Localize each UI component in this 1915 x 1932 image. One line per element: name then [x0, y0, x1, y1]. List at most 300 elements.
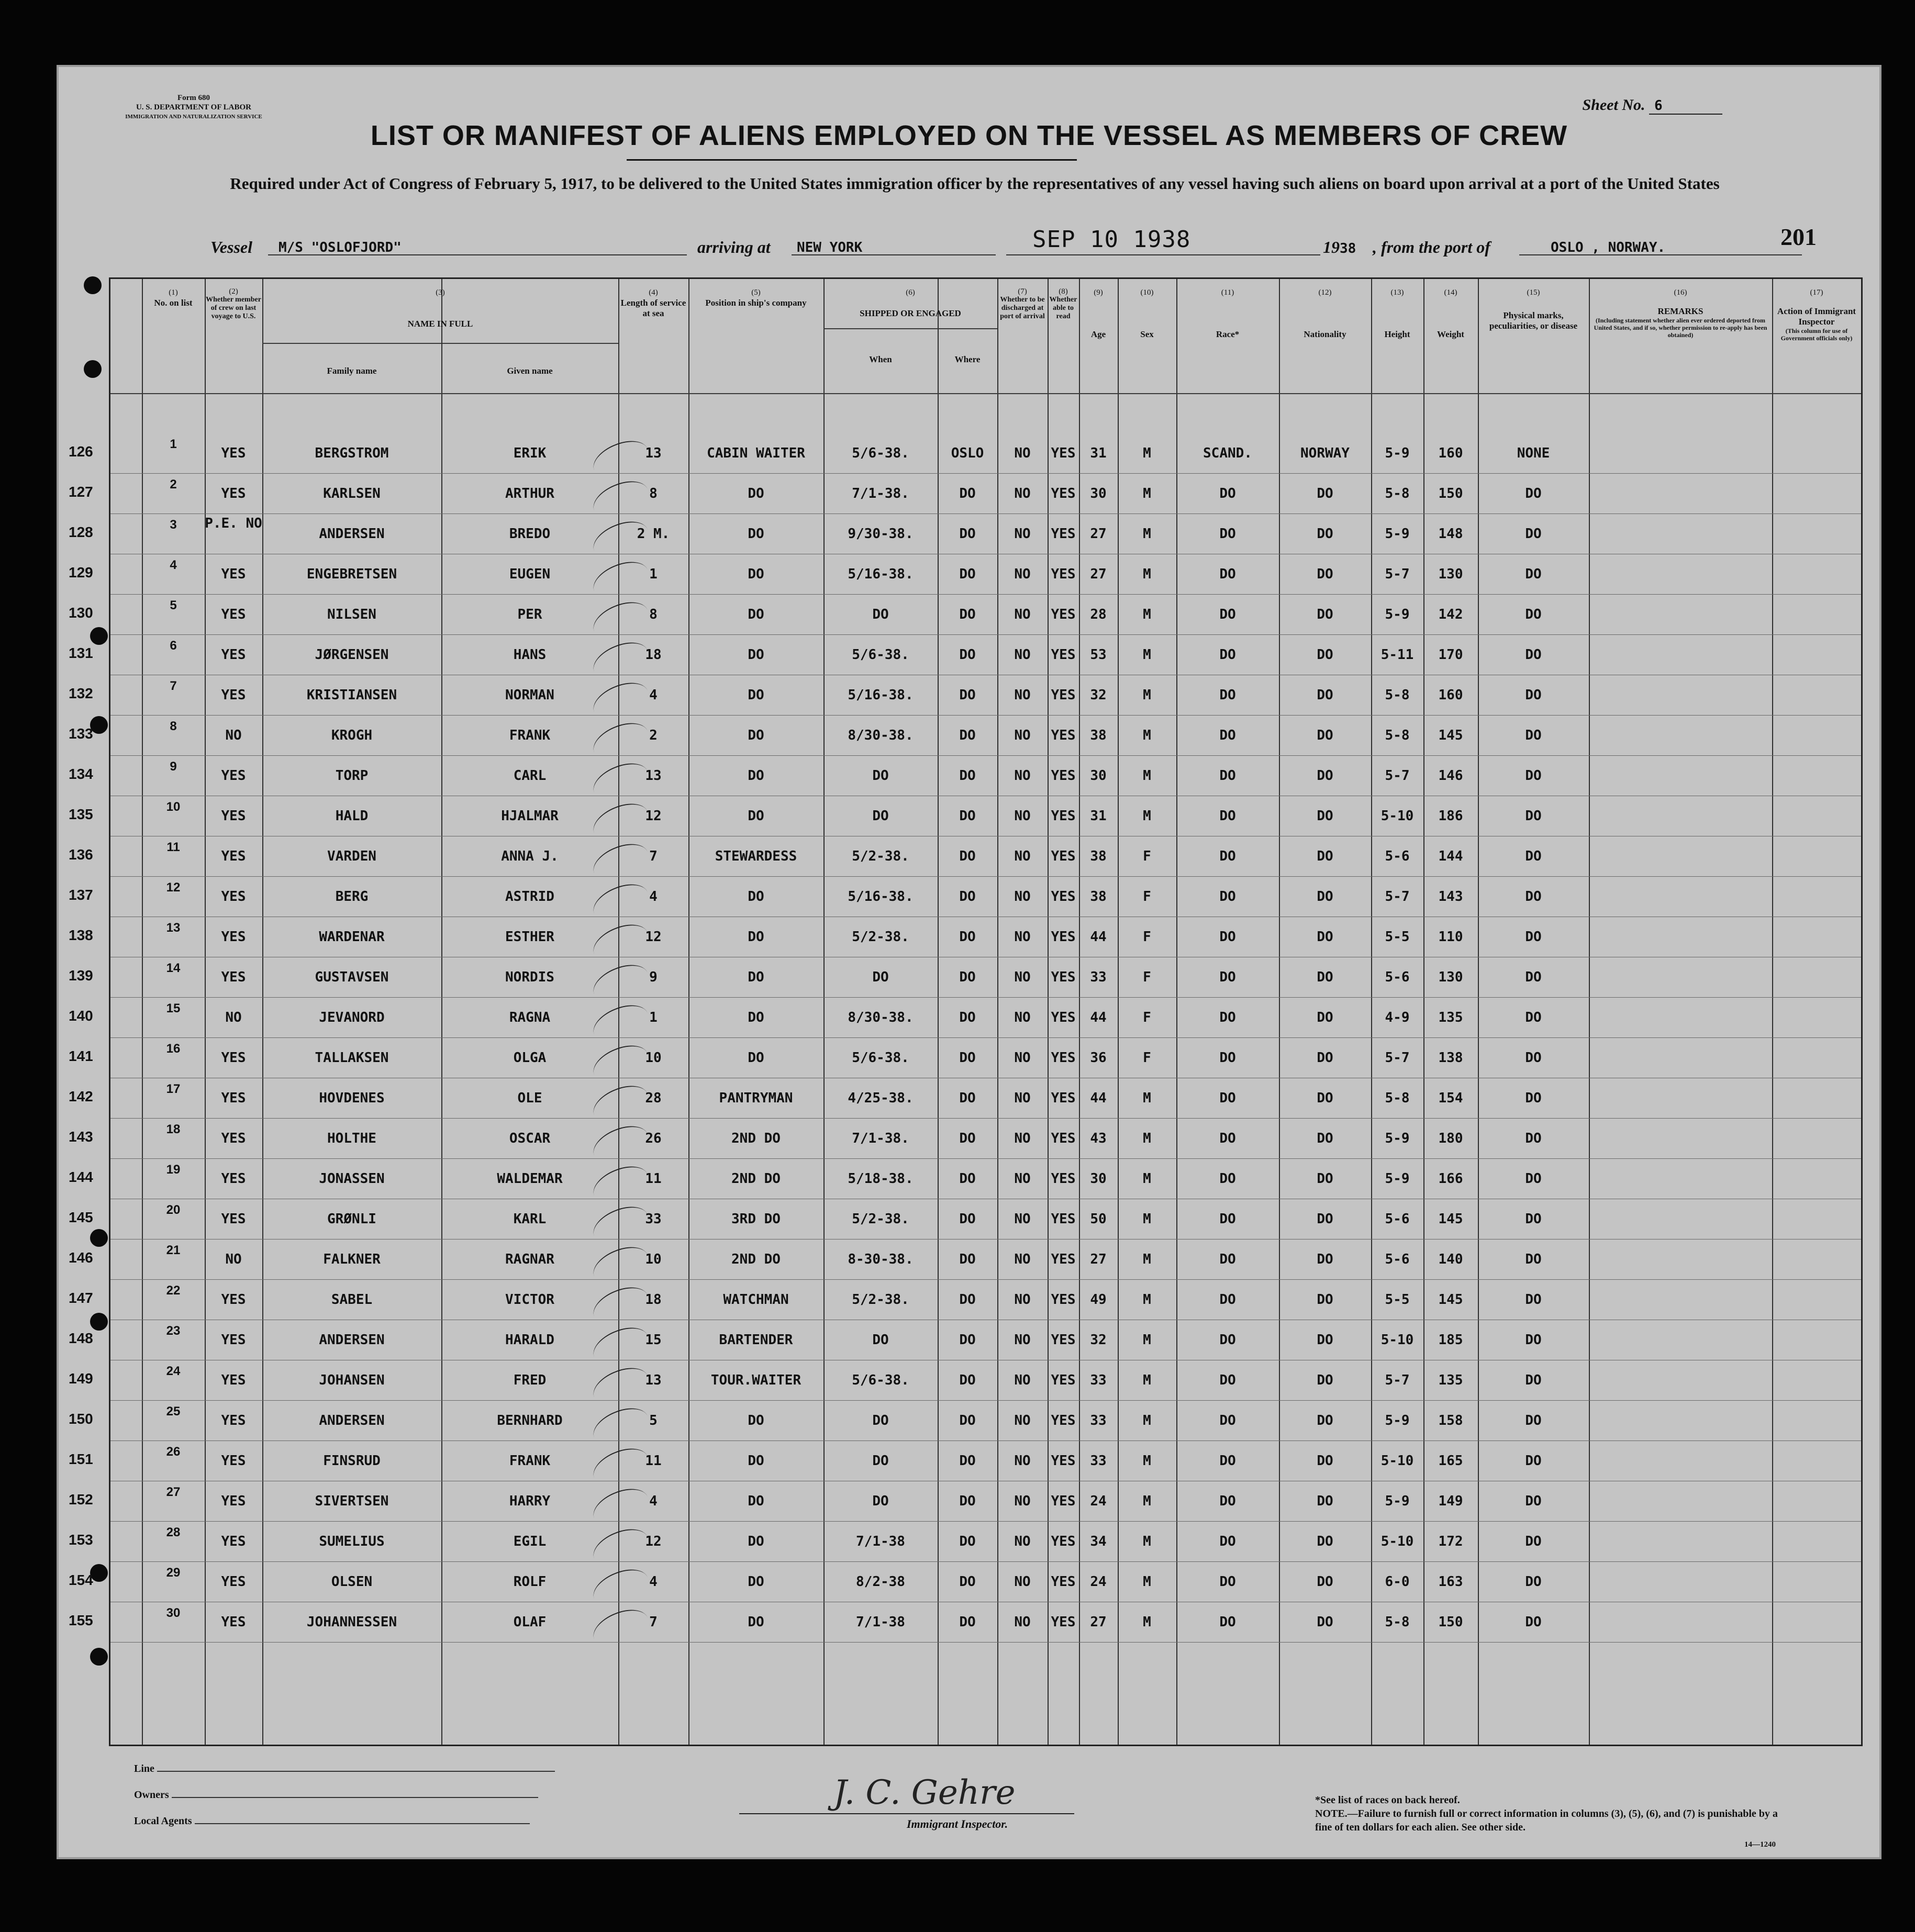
cell-weight: 135 — [1438, 1010, 1463, 1025]
cell-sex: M — [1143, 526, 1151, 542]
cell-race: DO — [1219, 969, 1236, 985]
cell-service: 11 — [645, 1453, 662, 1469]
line-number: 150 — [69, 1411, 93, 1427]
cell-height: 5-11 — [1380, 647, 1414, 663]
cell-nat: DO — [1317, 929, 1333, 945]
line-number: 136 — [69, 846, 93, 863]
cell-age: 27 — [1090, 526, 1107, 542]
cell-position: DO — [748, 889, 764, 904]
cell-age: 49 — [1090, 1292, 1107, 1308]
cell-disch: NO — [1014, 1050, 1031, 1066]
cell-given: FRANK — [509, 728, 551, 743]
cell-position: 3RD DO — [731, 1211, 781, 1227]
cell-read: YES — [1051, 728, 1076, 743]
cell-disch: NO — [1014, 1171, 1031, 1187]
cell-given: RAGNA — [509, 1010, 551, 1025]
cell-given: HARRY — [509, 1493, 551, 1509]
cell-read: YES — [1051, 687, 1076, 703]
cell-position: TOUR.WAITER — [710, 1372, 801, 1388]
cell-read: YES — [1051, 1453, 1076, 1469]
header-position: (5) Position in ship's company — [705, 288, 807, 308]
cell-marks: DO — [1525, 1252, 1542, 1267]
cell-given: FRANK — [509, 1453, 551, 1469]
cell-weight: 142 — [1438, 607, 1463, 622]
cell-age: 44 — [1090, 1090, 1107, 1106]
cell-no: 4 — [170, 558, 177, 572]
cell-where: DO — [959, 647, 976, 663]
cell-nat: DO — [1317, 969, 1333, 985]
cell-age: 36 — [1090, 1050, 1107, 1066]
cell-prev: YES — [221, 889, 246, 904]
cell-age: 30 — [1090, 1171, 1107, 1187]
cell-nat: DO — [1317, 728, 1333, 743]
cell-prev: YES — [221, 1493, 246, 1509]
cell-marks: DO — [1525, 1453, 1542, 1469]
punch-hole — [90, 1229, 108, 1247]
cell-when: DO — [872, 969, 889, 985]
cell-disch: NO — [1014, 1090, 1031, 1106]
cell-race: DO — [1219, 1413, 1236, 1428]
cell-sex: M — [1143, 486, 1151, 501]
cell-marks: DO — [1525, 1614, 1542, 1630]
cell-weight: 130 — [1438, 969, 1463, 985]
cell-given: ARTHUR — [505, 486, 554, 501]
cell-no: 1 — [170, 437, 177, 451]
cell-where: DO — [959, 1413, 976, 1428]
header-able-to-read: (8) Whether able to read — [1049, 287, 1077, 320]
cell-height: 5-10 — [1380, 1332, 1414, 1348]
cell-position: DO — [748, 808, 764, 824]
cell-disch: NO — [1014, 1292, 1031, 1308]
cell-where: DO — [959, 768, 976, 784]
cell-family: KARLSEN — [323, 486, 381, 501]
table-row — [69, 1202, 1861, 1242]
cell-given: EUGEN — [509, 566, 551, 582]
cell-read: YES — [1051, 526, 1076, 542]
cell-when: 8-30-38. — [848, 1252, 914, 1267]
cell-when: DO — [872, 607, 889, 622]
cell-read: YES — [1051, 1574, 1076, 1590]
cell-age: 43 — [1090, 1131, 1107, 1146]
cell-race: DO — [1219, 1131, 1236, 1146]
cell-weight: 166 — [1438, 1171, 1463, 1187]
cell-where: DO — [959, 808, 976, 824]
cell-when: 8/2-38 — [856, 1574, 905, 1590]
table-row — [69, 1484, 1861, 1524]
cell-position: DO — [748, 687, 764, 703]
cell-no: 27 — [166, 1485, 181, 1499]
cell-given: OLGA — [513, 1050, 547, 1066]
cell-no: 6 — [170, 639, 177, 653]
cell-read: YES — [1051, 1534, 1076, 1549]
table-row — [69, 638, 1861, 678]
cell-no: 22 — [166, 1283, 181, 1298]
cell-race: DO — [1219, 1050, 1236, 1066]
cell-prev: YES — [221, 607, 246, 622]
cell-when: 5/6-38. — [852, 647, 909, 663]
cell-where: DO — [959, 1090, 976, 1106]
cell-height: 5-7 — [1385, 889, 1410, 904]
cell-disch: NO — [1014, 1614, 1031, 1630]
cell-position: DO — [748, 969, 764, 985]
cell-race: DO — [1219, 526, 1236, 542]
cell-no: 3 — [170, 518, 177, 532]
cell-weight: 150 — [1438, 486, 1463, 501]
cell-nat: DO — [1317, 1453, 1333, 1469]
cell-when: 9/30-38. — [848, 526, 914, 542]
cell-where: DO — [959, 566, 976, 582]
cell-read: YES — [1051, 486, 1076, 501]
cell-height: 5-9 — [1385, 526, 1410, 542]
cell-position: DO — [748, 1493, 764, 1509]
cell-read: YES — [1051, 1332, 1076, 1348]
table-row — [69, 1162, 1861, 1202]
cell-family: ANDERSEN — [319, 1332, 385, 1348]
cell-marks: DO — [1525, 768, 1542, 784]
cell-service: 28 — [645, 1090, 662, 1106]
form-code: 14—1240 — [1744, 1840, 1776, 1849]
table-row — [69, 1605, 1861, 1645]
cell-prev: YES — [221, 848, 246, 864]
cell-nat: DO — [1317, 1574, 1333, 1590]
cell-service: 26 — [645, 1131, 662, 1146]
cell-service: 5 — [649, 1413, 658, 1428]
cell-where: DO — [959, 1211, 976, 1227]
cell-given: OLE — [517, 1090, 542, 1106]
cell-prev: YES — [221, 768, 246, 784]
cell-sex: F — [1143, 1050, 1151, 1066]
line-number: 126 — [69, 443, 93, 460]
cell-given: OSCAR — [509, 1131, 551, 1146]
cell-prev: YES — [221, 1171, 246, 1187]
footer-owners-field: Owners — [134, 1789, 538, 1801]
cell-height: 5-8 — [1385, 687, 1410, 703]
cell-read: YES — [1051, 1211, 1076, 1227]
cell-race: DO — [1219, 486, 1236, 501]
cell-when: 5/16-38. — [848, 889, 914, 904]
cell-service: 2 M. — [637, 526, 670, 542]
cell-nat: DO — [1317, 1252, 1333, 1267]
punch-hole — [90, 1313, 108, 1331]
cell-position: 2ND DO — [731, 1171, 781, 1187]
cell-sex: F — [1143, 1010, 1151, 1025]
cell-weight: 145 — [1438, 1211, 1463, 1227]
cell-prev: YES — [221, 1131, 246, 1146]
cell-read: YES — [1051, 1252, 1076, 1267]
cell-weight: 160 — [1438, 445, 1463, 461]
cell-weight: 186 — [1438, 808, 1463, 824]
cell-prev: YES — [221, 1534, 246, 1549]
cell-service: 8 — [649, 607, 658, 622]
cell-marks: DO — [1525, 929, 1542, 945]
line-number: 144 — [69, 1169, 93, 1185]
table-row — [69, 799, 1861, 839]
cell-no: 19 — [166, 1163, 181, 1177]
cell-height: 5-6 — [1385, 969, 1410, 985]
cell-sex: M — [1143, 1252, 1151, 1267]
cell-where: DO — [959, 607, 976, 622]
cell-given: KARL — [513, 1211, 547, 1227]
cell-nat: DO — [1317, 1493, 1333, 1509]
header-discharged: (7) Whether to be discharged at port of arrival — [1000, 287, 1045, 320]
cell-when: 5/18-38. — [848, 1171, 914, 1187]
cell-sex: M — [1143, 1332, 1151, 1348]
cell-no: 20 — [166, 1203, 181, 1217]
cell-sex: M — [1143, 1372, 1151, 1388]
cell-sex: M — [1143, 768, 1151, 784]
cell-no: 30 — [166, 1606, 181, 1620]
cell-prev: YES — [221, 808, 246, 824]
line-number: 155 — [69, 1612, 93, 1628]
cell-height: 5-6 — [1385, 1252, 1410, 1267]
cell-marks: DO — [1525, 647, 1542, 663]
cell-read: YES — [1051, 1010, 1076, 1025]
cell-age: 38 — [1090, 728, 1107, 743]
cell-service: 18 — [645, 1292, 662, 1308]
header-no-on-list: (1) No. on list — [154, 288, 193, 308]
table-row — [69, 597, 1861, 638]
cell-weight: 144 — [1438, 848, 1463, 864]
header-physical-marks: (15) Physical marks, peculiarities, or disease — [1489, 288, 1578, 331]
departure-port: OSLO , NORWAY. — [1551, 240, 1666, 255]
cell-sex: M — [1143, 808, 1151, 824]
cell-sex: M — [1143, 607, 1151, 622]
cell-position: DO — [748, 526, 764, 542]
cell-service: 15 — [645, 1332, 662, 1348]
cell-marks: DO — [1525, 889, 1542, 904]
cell-where: DO — [959, 1292, 976, 1308]
cell-position: BARTENDER — [719, 1332, 793, 1348]
vessel-line: Vessel M/S "OSLOFJORD" arriving at NEW YORK SEP 10 1938 1938 , from the port of OSLO , NORWAY. — [210, 233, 1812, 260]
line-number: 143 — [69, 1129, 93, 1145]
cell-sex: M — [1143, 728, 1151, 743]
cell-disch: NO — [1014, 969, 1031, 985]
cell-service: 8 — [649, 486, 658, 501]
cell-age: 33 — [1090, 1413, 1107, 1428]
header-name-in-full: (3) NAME IN FULL — [407, 288, 473, 329]
cell-disch: NO — [1014, 728, 1031, 743]
cell-age: 33 — [1090, 969, 1107, 985]
cell-marks: DO — [1525, 687, 1542, 703]
cell-given: HARALD — [505, 1332, 554, 1348]
header-race: (11) Race* — [1216, 288, 1240, 339]
cell-marks: NONE — [1517, 445, 1550, 461]
cell-height: 5-8 — [1385, 486, 1410, 501]
cell-marks: DO — [1525, 1211, 1542, 1227]
cell-family: BERGSTROM — [315, 445, 389, 461]
cell-race: DO — [1219, 566, 1236, 582]
cell-weight: 145 — [1438, 1292, 1463, 1308]
table-row — [69, 960, 1861, 1000]
cell-disch: NO — [1014, 1211, 1031, 1227]
line-number: 147 — [69, 1290, 93, 1306]
line-number: 129 — [69, 564, 93, 580]
table-row — [69, 1524, 1861, 1565]
line-number: 151 — [69, 1451, 93, 1467]
cell-height: 5-10 — [1380, 1534, 1414, 1549]
cell-weight: 143 — [1438, 889, 1463, 904]
line-number: 139 — [69, 967, 93, 984]
cell-age: 31 — [1090, 808, 1107, 824]
line-number: 154 — [69, 1572, 93, 1588]
date-stamp: SEP 10 1938 — [1032, 226, 1191, 253]
cell-nat: DO — [1317, 1534, 1333, 1549]
cell-position: DO — [748, 486, 764, 501]
cell-sex: F — [1143, 929, 1151, 945]
cell-position: DO — [748, 768, 764, 784]
cell-no: 8 — [170, 719, 177, 733]
cell-no: 13 — [166, 921, 181, 935]
page-title: LIST OR MANIFEST OF ALIENS EMPLOYED ON THE VESSEL AS MEMBERS OF CREW — [370, 120, 1568, 151]
cell-prev: YES — [221, 1211, 246, 1227]
cell-marks: DO — [1525, 1413, 1542, 1428]
cell-marks: DO — [1525, 1292, 1542, 1308]
cell-height: 5-7 — [1385, 566, 1410, 582]
cell-where: DO — [959, 1453, 976, 1469]
cell-given: CARL — [513, 768, 547, 784]
cell-race: DO — [1219, 1211, 1236, 1227]
cell-family: HALD — [335, 808, 369, 824]
sheet-number: Sheet No. 6 — [1583, 96, 1723, 115]
cell-height: 6-0 — [1385, 1574, 1410, 1590]
cell-age: 28 — [1090, 607, 1107, 622]
cell-sex: M — [1143, 1131, 1151, 1146]
cell-nat: DO — [1317, 486, 1333, 501]
cell-race: DO — [1219, 607, 1236, 622]
line-number: 133 — [69, 725, 93, 742]
header-family-name: Family name — [327, 366, 377, 376]
cell-height: 5-8 — [1385, 1614, 1410, 1630]
cell-nat: DO — [1317, 526, 1333, 542]
cell-family: WARDENAR — [319, 929, 385, 945]
cell-sex: M — [1143, 1090, 1151, 1106]
cell-disch: NO — [1014, 1413, 1031, 1428]
cell-service: 4 — [649, 1493, 658, 1509]
cell-nat: DO — [1317, 1614, 1333, 1630]
cell-position: DO — [748, 728, 764, 743]
line-number: 153 — [69, 1532, 93, 1548]
cell-prev: YES — [221, 687, 246, 703]
cell-sex: M — [1143, 1292, 1151, 1308]
cell-family: KRISTIANSEN — [306, 687, 397, 703]
cell-position: DO — [748, 607, 764, 622]
cell-given: PER — [517, 607, 542, 622]
cell-weight: 158 — [1438, 1413, 1463, 1428]
cell-no: 24 — [166, 1364, 181, 1378]
cell-sex: F — [1143, 969, 1151, 985]
cell-weight: 163 — [1438, 1574, 1463, 1590]
cell-position: CABIN WAITER — [707, 445, 805, 461]
table-row — [69, 718, 1861, 758]
cell-where: DO — [959, 1010, 976, 1025]
punch-hole — [84, 276, 102, 294]
cell-where: OSLO — [951, 445, 984, 461]
punch-hole — [84, 360, 102, 378]
cell-weight: 140 — [1438, 1252, 1463, 1267]
cell-position: WATCHMAN — [723, 1292, 789, 1308]
cell-when: 5/2-38. — [852, 929, 909, 945]
cell-family: FINSRUD — [323, 1453, 381, 1469]
cell-service: 12 — [645, 808, 662, 824]
cell-marks: DO — [1525, 1493, 1542, 1509]
cell-given: ESTHER — [505, 929, 554, 945]
cell-service: 33 — [645, 1211, 662, 1227]
cell-service: 1 — [649, 1010, 658, 1025]
cell-read: YES — [1051, 1171, 1076, 1187]
cell-given: BERNHARD — [497, 1413, 563, 1428]
header-when: When — [869, 354, 892, 364]
table-row — [69, 1363, 1861, 1403]
cell-family: JOHANSEN — [319, 1372, 385, 1388]
cell-when: 8/30-38. — [848, 728, 914, 743]
cell-given: WALDEMAR — [497, 1171, 563, 1187]
cell-marks: DO — [1525, 607, 1542, 622]
cell-sex: M — [1143, 1574, 1151, 1590]
cell-race: DO — [1219, 808, 1236, 824]
cell-family: JØRGENSEN — [315, 647, 389, 663]
cell-family: GRØNLI — [327, 1211, 376, 1227]
cell-marks: DO — [1525, 728, 1542, 743]
cell-age: 33 — [1090, 1372, 1107, 1388]
cell-prev: YES — [221, 969, 246, 985]
line-number: 140 — [69, 1008, 93, 1024]
cell-disch: NO — [1014, 486, 1031, 501]
cell-race: DO — [1219, 929, 1236, 945]
cell-prev: YES — [221, 566, 246, 582]
cell-weight: 150 — [1438, 1614, 1463, 1630]
table-row — [69, 1041, 1861, 1081]
cell-height: 5-7 — [1385, 1372, 1410, 1388]
cell-marks: DO — [1525, 1332, 1542, 1348]
cell-race: DO — [1219, 1372, 1236, 1388]
cell-disch: NO — [1014, 768, 1031, 784]
cell-sex: M — [1143, 687, 1151, 703]
cell-sex: M — [1143, 566, 1151, 582]
cell-prev: P.E. NO — [205, 516, 262, 531]
cell-disch: NO — [1014, 1332, 1031, 1348]
cell-when: 5/16-38. — [848, 687, 914, 703]
cell-height: 5-6 — [1385, 1211, 1410, 1227]
cell-family: NILSEN — [327, 607, 376, 622]
cell-service: 10 — [645, 1050, 662, 1066]
cell-when: 5/2-38. — [852, 1211, 909, 1227]
cell-when: 5/16-38. — [848, 566, 914, 582]
cell-where: DO — [959, 1574, 976, 1590]
cell-no: 21 — [166, 1243, 181, 1257]
table-row — [69, 516, 1861, 557]
cell-given: FRED — [513, 1372, 547, 1388]
line-number: 128 — [69, 524, 93, 540]
cell-no: 23 — [166, 1324, 181, 1338]
cell-no: 18 — [166, 1122, 181, 1136]
cell-weight: 154 — [1438, 1090, 1463, 1106]
table-row — [69, 1000, 1861, 1041]
cell-prev: YES — [221, 1453, 246, 1469]
line-number: 145 — [69, 1209, 93, 1225]
cell-height: 5-9 — [1385, 1493, 1410, 1509]
cell-weight: 185 — [1438, 1332, 1463, 1348]
cell-service: 7 — [649, 1614, 658, 1630]
cell-service: 18 — [645, 647, 662, 663]
table-row — [69, 1242, 1861, 1282]
cell-read: YES — [1051, 889, 1076, 904]
table-row — [69, 758, 1861, 799]
table-row — [69, 557, 1861, 597]
table-row — [69, 476, 1861, 517]
cell-sex: M — [1143, 1413, 1151, 1428]
cell-where: DO — [959, 969, 976, 985]
cell-where: DO — [959, 848, 976, 864]
